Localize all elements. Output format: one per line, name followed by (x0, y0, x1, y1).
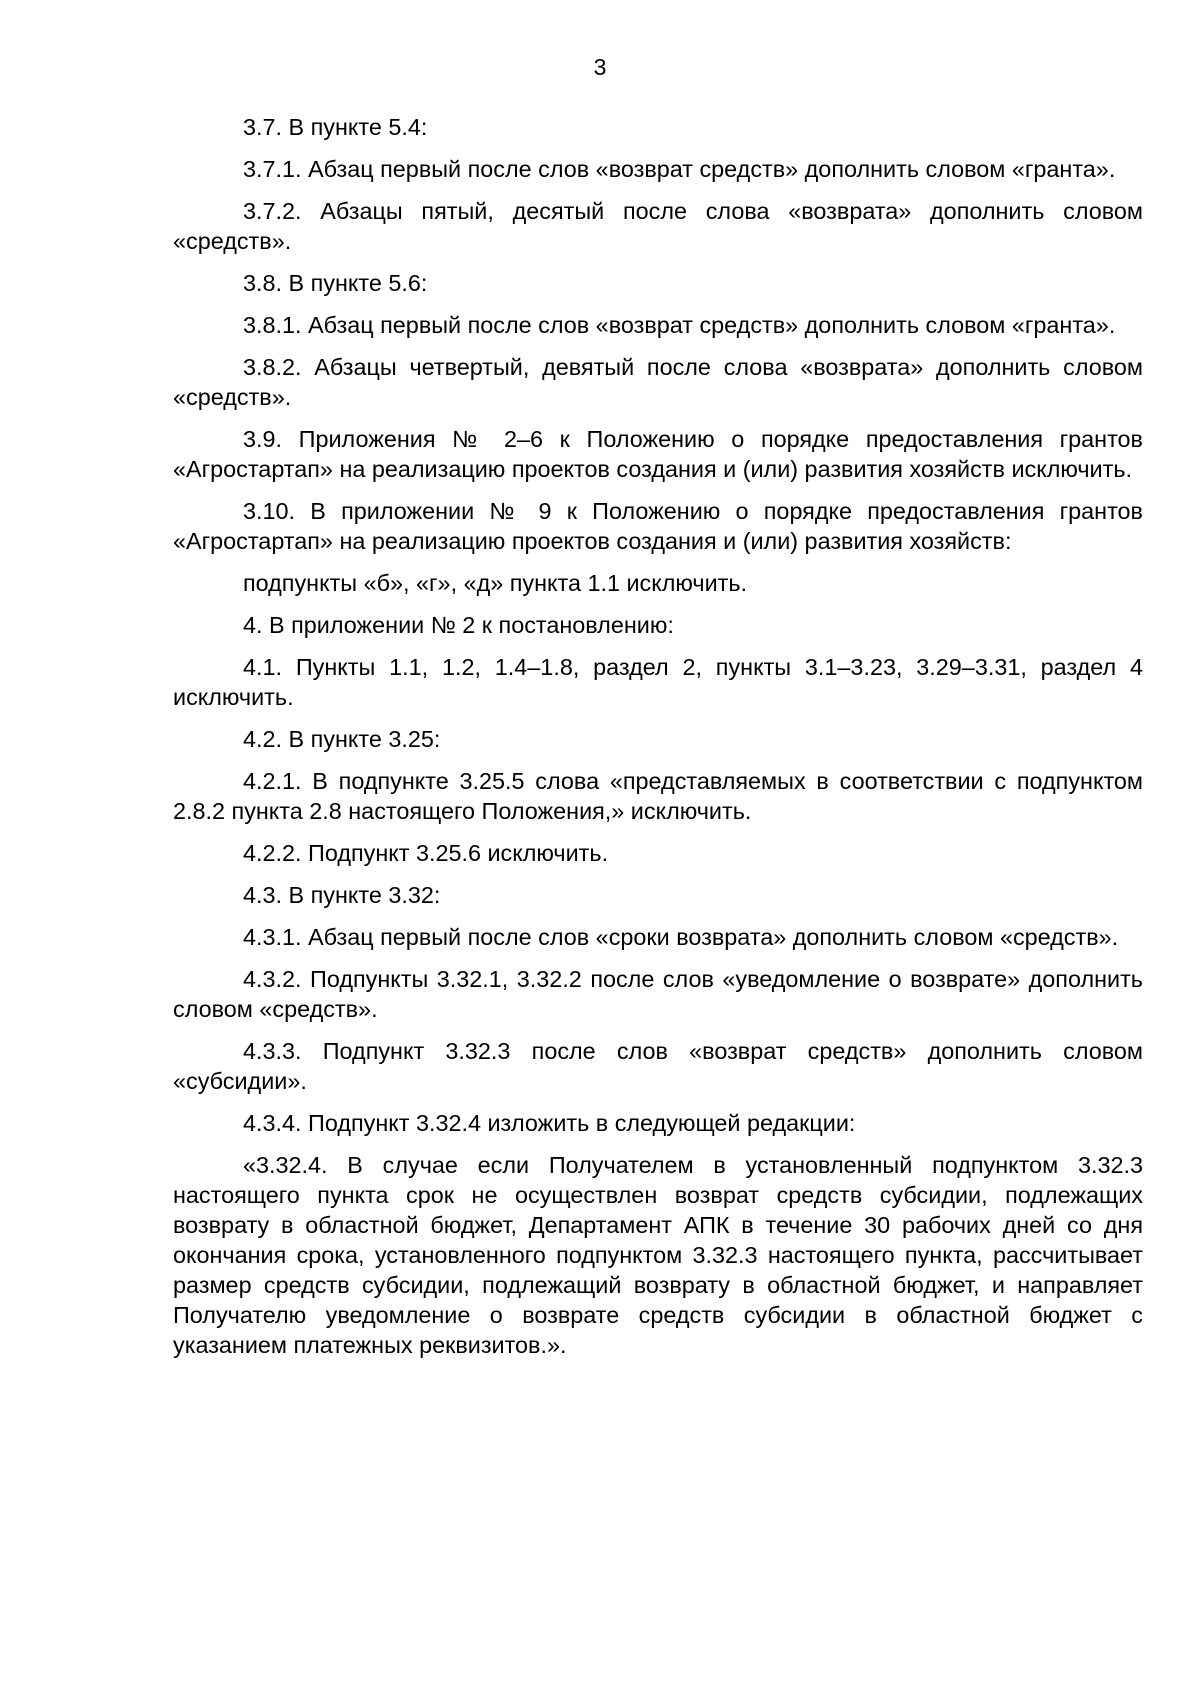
page-number: 3 (593, 54, 607, 80)
paragraph-3-7-2: 3.7.2. Абзацы пятый, десятый после слова «возврата» дополнить словом «средств». (173, 198, 1143, 254)
paragraph-4-2-2: 4.2.2. Подпункт 3.25.6 исключить. (243, 840, 609, 866)
paragraph-4-1: 4.1. Пункты 1.1, 1.2, 1.4–1.8, раздел 2, пункты 3.1–3.23, 3.29–3.31, раздел 4 исключить. (173, 654, 1143, 710)
paragraph-4-3-3: 4.3.3. Подпункт 3.32.3 после слов «возврат средств» дополнить словом «субсидии». (173, 1038, 1143, 1094)
paragraph-4-2-1: 4.2.1. В подпункте 3.25.5 слова «представляемых в соответствии с подпунктом 2.8.2 пункта 2.8 настоящего Положения,» исключить. (173, 768, 1143, 824)
paragraph-3-8-1: 3.8.1. Абзац первый после слов «возврат средств» дополнить словом «гранта». (243, 312, 1116, 338)
paragraph-4: 4. В приложении № 2 к постановлению: (243, 612, 674, 638)
paragraph-4-3-4: 4.3.4. Подпункт 3.32.4 изложить в следующей редакции: (243, 1110, 856, 1136)
paragraph-3-32-4-new-text: «3.32.4. В случае если Получателем в установленный подпунктом 3.32.3 настоящего пункта срок не осуществлен возврат средств субсидии, подлежащих возврату в областной бюджет, Департамент АПК в течение 30 рабочих дней со дня окончания срока, установленного подпунктом 3.32.3 настоящего пункта, рассчитывает размер средств субсидии, подлежащий возврату в областной бюджет, и направляет Получателю уведомление о возврате средств субсидии в областной бюджет с указанием платежных реквизитов.». (173, 1152, 1143, 1358)
paragraph-3-10: 3.10. В приложении № 9 к Положению о порядке предоставления грантов «Агростартап» на реализацию проектов создания и (или) развития хозяйств: (173, 498, 1143, 554)
paragraph-4-3-1: 4.3.1. Абзац первый после слов «сроки возврата» дополнить словом «средств». (243, 924, 1119, 950)
document-body (173, 112, 1143, 1372)
paragraph-4-3-2: 4.3.2. Подпункты 3.32.1, 3.32.2 после слов «уведомление о возврате» дополнить словом «средств». (173, 966, 1143, 1022)
paragraph-3-7: 3.7. В пункте 5.4: (243, 114, 428, 140)
paragraph-4-2: 4.2. В пункте 3.25: (243, 726, 441, 752)
paragraph-3-8: 3.8. В пункте 5.6: (243, 270, 428, 296)
paragraph-3-8-2: 3.8.2. Абзацы четвертый, девятый после слова «возврата» дополнить словом «средств». (173, 354, 1143, 410)
paragraph-3-7-1: 3.7.1. Абзац первый после слов «возврат средств» дополнить словом «гранта». (243, 156, 1116, 182)
paragraph-4-3: 4.3. В пункте 3.32: (243, 882, 441, 908)
paragraph-3-10-subitems: подпункты «б», «г», «д» пункта 1.1 исключить. (243, 570, 748, 596)
paragraph-3-9: 3.9. Приложения № 2–6 к Положению о порядке предоставления грантов «Агростартап» на реализацию проектов создания и (или) развития хозяйств исключить. (173, 426, 1143, 482)
